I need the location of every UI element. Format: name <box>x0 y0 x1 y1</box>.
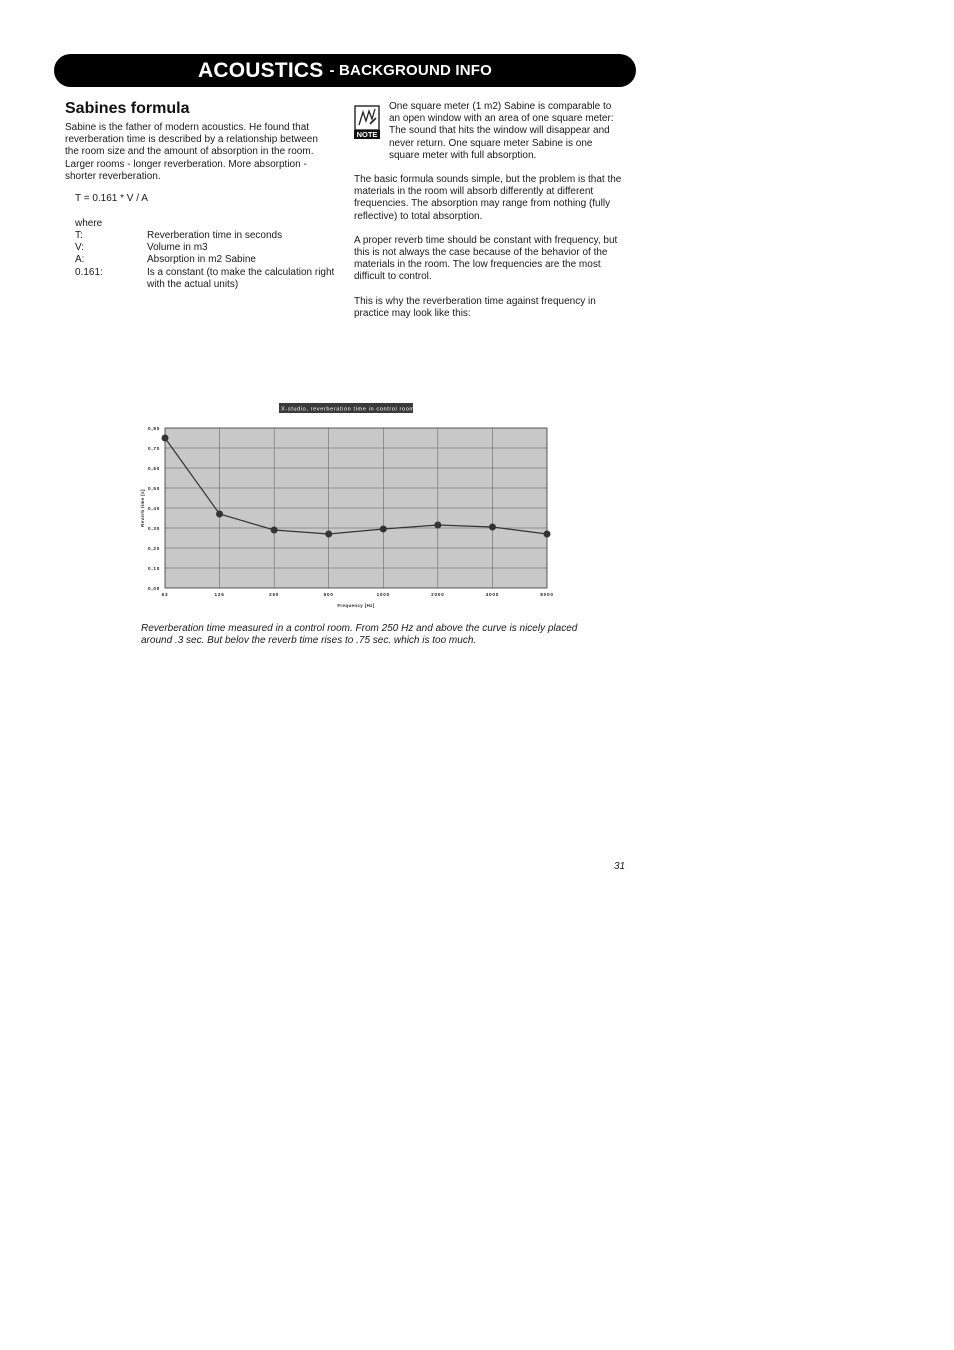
paragraph-in-practice: This is why the reverberation time against frequency in practice may look like this: <box>354 295 596 319</box>
note-text: One square meter (1 m2) Sabine is comparable to an open window with an area of one square meter: The sound that hits the window will disappear and never return. One square meter Sabine is one square meter with full absorption. <box>389 101 614 161</box>
y-tick-label: 0,50 <box>148 486 161 491</box>
definition-meaning: Absorption in m2 Sabine <box>147 254 256 266</box>
x-tick-label: 125 <box>214 592 225 597</box>
definition-symbol: V: <box>75 242 85 254</box>
x-tick-label: 250 <box>269 592 280 597</box>
y-tick-label: 0,00 <box>148 586 161 591</box>
definition-row <box>75 242 335 254</box>
definition-row <box>75 267 335 291</box>
formula: T = 0.161 * V / A <box>75 193 148 204</box>
x-tick-label: 8000 <box>540 592 554 597</box>
y-axis-label: Reverb time [s] <box>140 489 145 527</box>
definition-row <box>75 254 335 266</box>
x-tick-label: 4000 <box>485 592 500 597</box>
section-title-banner <box>54 54 636 87</box>
note-block <box>354 101 624 162</box>
definition-symbol: T: <box>75 230 83 241</box>
x-axis-label: Frequency [Hz] <box>337 603 375 608</box>
reverb-time-chart <box>130 400 570 620</box>
chart-caption: Reverberation time measured in a control room. From 250 Hz and above the curve is nicely placed around .3 sec. But belov the reverb time rises to .75 sec. which is too much. <box>141 623 578 647</box>
definition-meaning: Is a constant (to make the calculation right with the actual units) <box>147 266 335 290</box>
x-tick-label: 63 <box>161 592 169 597</box>
note-icon <box>354 105 380 139</box>
definition-symbol: 0.161: <box>75 266 103 278</box>
data-point <box>216 511 223 518</box>
paragraph-materials: The basic formula sounds simple, but the problem is that the materials in the room will absorb differently at different frequencies. The absorption may range from nothing (fully reflective) to total absorption. <box>354 174 622 222</box>
note-icon-label: NOTE <box>356 130 378 139</box>
y-tick-label: 0,60 <box>148 466 161 471</box>
definition-meaning: Volume in m3 <box>147 242 208 254</box>
page-number: 31 <box>614 861 626 872</box>
definition-row <box>75 230 335 242</box>
y-tick-label: 0,80 <box>148 426 161 431</box>
data-point <box>489 524 496 531</box>
definition-list <box>75 230 335 291</box>
data-point <box>544 531 551 538</box>
chart-title: X-studio, reverberation time in control room. <box>281 406 417 413</box>
definition-meaning: Reverberation time in seconds <box>147 230 283 241</box>
data-point <box>271 527 278 534</box>
paragraph-reverb-frequency: A proper reverb time should be constant with frequency, but this is not always the case because of the behavior of the materials in the room. The low frequencies are the most difficult to control. <box>354 234 618 283</box>
section-title: ACOUSTICS <box>197 58 324 82</box>
x-tick-label: 2000 <box>431 592 445 597</box>
y-tick-label: 0,70 <box>148 446 161 451</box>
data-point <box>434 522 441 529</box>
y-tick-label: 0,30 <box>148 526 161 531</box>
x-tick-label: 1000 <box>376 592 390 597</box>
intro-paragraph: Sabine is the father of modern acoustics. He found that reverberation time is described by a relationship between the room size and the amount of absorption in the room. Larger rooms - longer reverberation. More absorption - shorter reverberation. <box>65 122 318 182</box>
data-point <box>162 435 169 442</box>
left-column <box>65 100 333 183</box>
x-tick-label: 500 <box>323 592 334 597</box>
where-label: where <box>75 218 103 229</box>
data-point <box>325 531 332 538</box>
y-tick-label: 0,20 <box>148 546 161 551</box>
definition-symbol: A: <box>75 254 85 266</box>
y-tick-label: 0,40 <box>148 506 161 511</box>
data-point <box>380 526 387 533</box>
heading-sabines-formula: Sabines formula <box>65 100 190 117</box>
section-subtitle: - BACKGROUND INFO <box>329 62 493 79</box>
right-column <box>354 101 624 320</box>
y-tick-label: 0,10 <box>148 566 161 571</box>
